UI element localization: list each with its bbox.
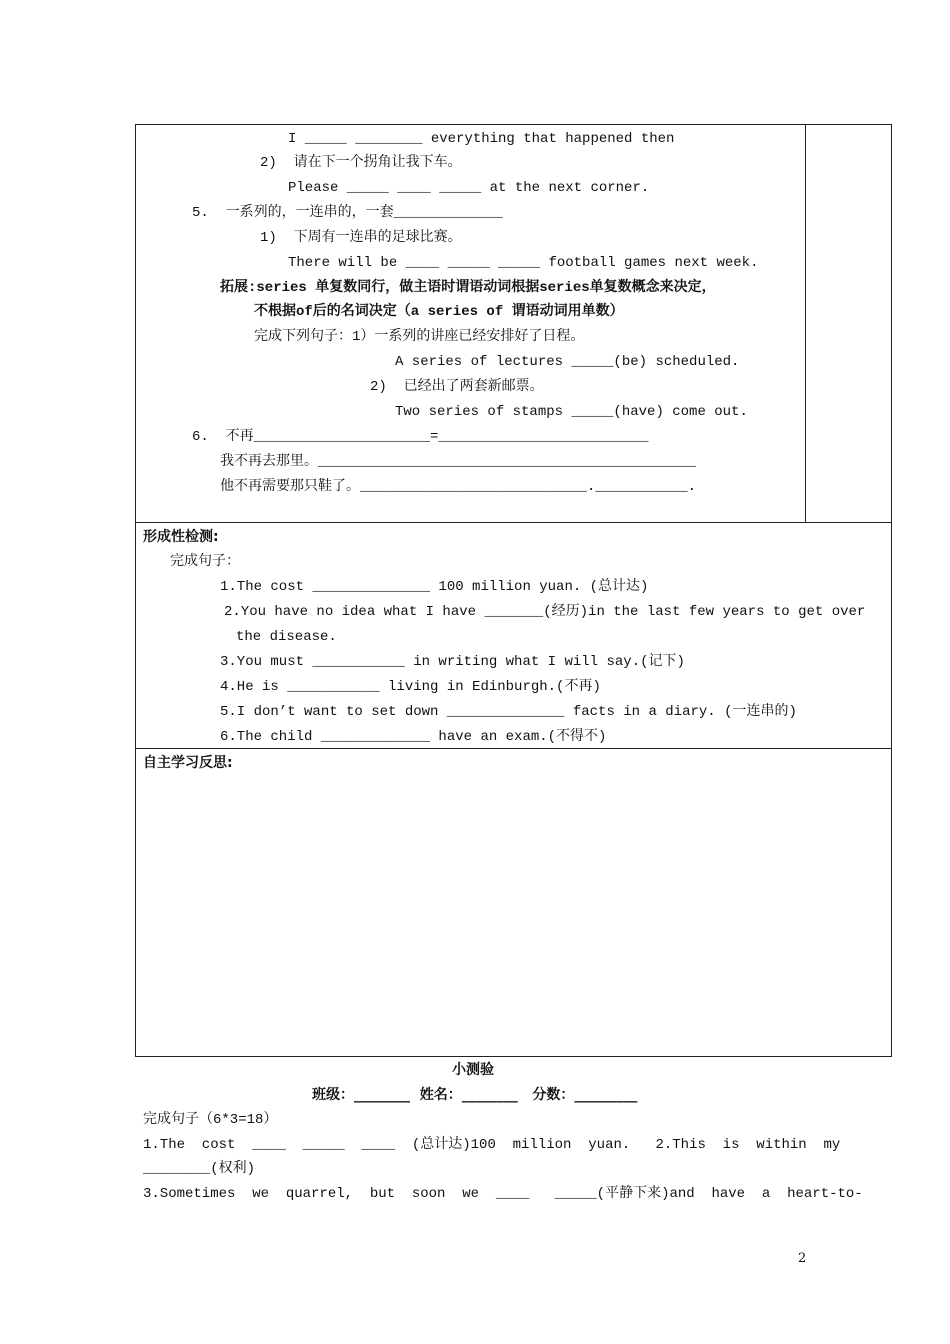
top-line-8: 不根据of后的名词决定（a series of 谓语动词用单数） [254, 304, 624, 320]
formative-heading: 形成性检测: [143, 529, 219, 545]
top-line-1: I _____ ________ everything that happened then [288, 131, 675, 147]
formative-q1: 1.The cost ______________ 100 million yuan. (总计达) [220, 579, 649, 595]
top-line-10: A series of lectures _____(be) scheduled. [395, 354, 740, 370]
top-line-13: 6. 不再_____________________=_________________________ [192, 429, 649, 445]
reflection-heading: 自主学习反思: [143, 755, 233, 771]
formative-intro: 完成句子： [170, 554, 240, 570]
top-line-14: 我不再去那里。_____________________________________________ [220, 454, 697, 470]
formative-q5: 5.I don’t want to set down ______________ facts in a diary. (一连串的) [220, 704, 797, 720]
top-line-15: 他不再需要那只鞋了。___________________________.___________. [220, 479, 697, 495]
top-line-3: Please _____ ____ _____ at the next corner. [288, 180, 650, 196]
quiz-q1: 1.The cost ____ _____ ____ (总计达)100 million yuan. 2.This is within my [143, 1137, 841, 1153]
top-line-4: 5. 一系列的，一连串的，一套_____________ [192, 205, 503, 221]
quiz-intro: 完成句子（6*3=18） [143, 1112, 278, 1128]
formative-q2b: the disease. [236, 629, 337, 645]
row-divider-2 [135, 748, 891, 749]
top-line-6: There will be ____ _____ _____ football games next week. [288, 255, 759, 271]
quiz-q3: 3.Sometimes we quarrel, but soon we ____ _____(平静下来)and have a heart-to- [143, 1186, 863, 1202]
top-line-7: 拓展:series 单复数同行，做主语时谓语动词根据series单复数概念来决定， [220, 280, 716, 296]
row-divider-1 [135, 522, 891, 523]
top-line-9: 完成下列句子：1）一系列的讲座已经安排好了日程。 [254, 329, 585, 345]
page-number: 2 [798, 1251, 807, 1266]
formative-q2a: 2.You have no idea what I have _______(经历)in the last few years to get over [224, 604, 866, 620]
side-column-divider [805, 124, 806, 522]
quiz-q1b: ________(权利) [143, 1161, 256, 1177]
formative-q6: 6.The child _____________ have an exam.(不得不) [220, 729, 607, 745]
top-line-11: 2) 已经出了两套新邮票。 [370, 379, 544, 395]
formative-q4: 4.He is ___________ living in Edinburgh.(不再) [220, 679, 601, 695]
top-line-12: Two series of stamps _____(have) come out. [395, 404, 748, 420]
quiz-class-line: 班级：________ 姓名：________ 分数：_________ [312, 1087, 638, 1103]
formative-q3: 3.You must ___________ in writing what I will say.(记下) [220, 654, 685, 670]
quiz-title: 小测验 [452, 1062, 494, 1078]
top-line-5: 1) 下周有一连串的足球比赛。 [260, 230, 462, 246]
top-line-2: 2) 请在下一个拐角让我下车。 [260, 155, 462, 171]
